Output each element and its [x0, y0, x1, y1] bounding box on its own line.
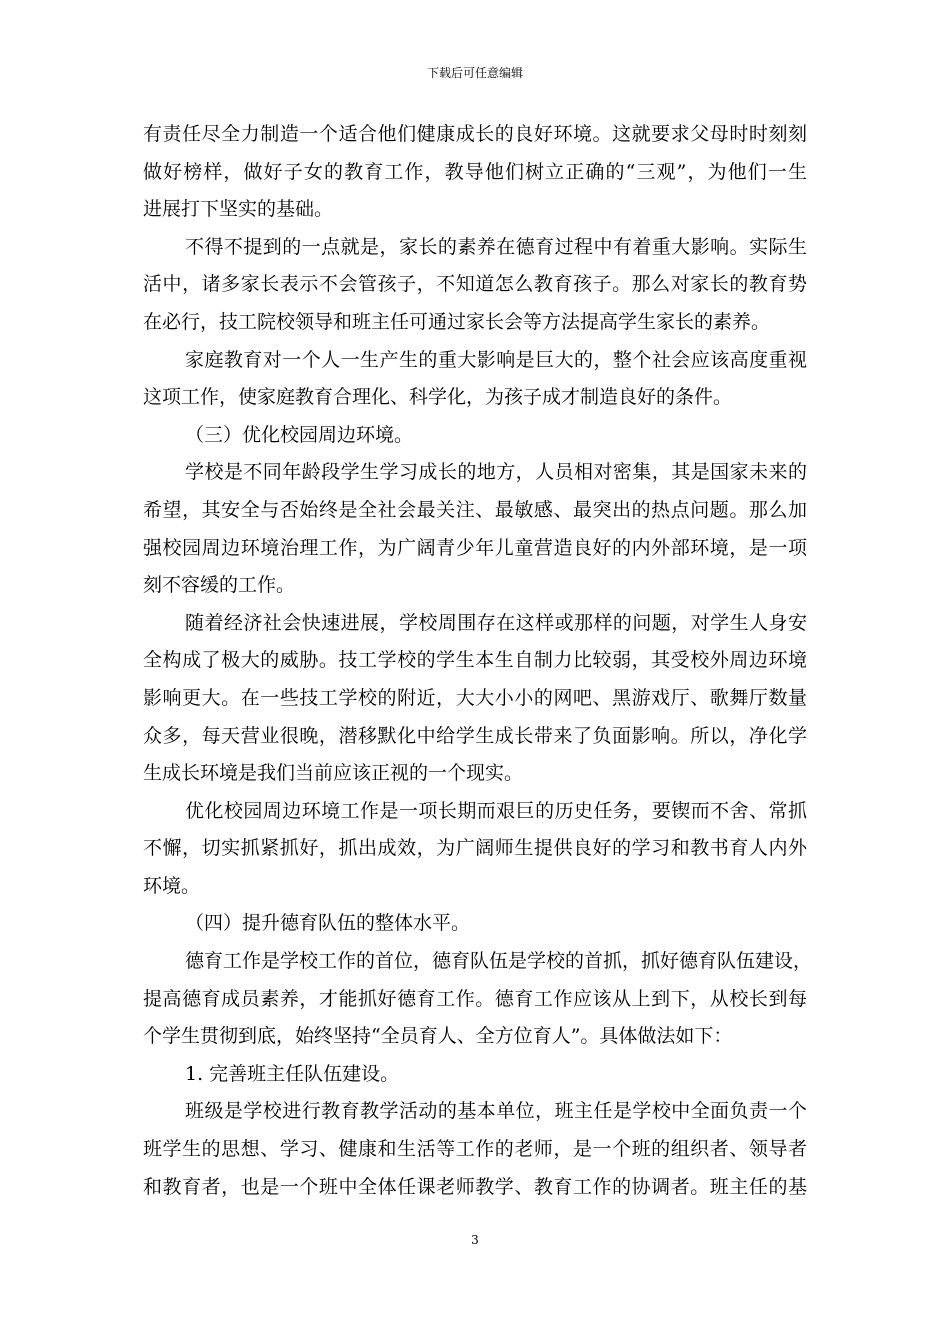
text-line: （三）优化校园周边环境。 — [185, 423, 414, 446]
text-line: 做好榜样，做好子女的教育工作，教导他们树立正确的“三观”，为他们一生 — [143, 160, 807, 183]
text-line: 随着经济社会快速进展，学校周围存在这样或那样的问题，对学生人身安 — [185, 611, 807, 634]
text-line: 有责任尽全力制造一个适合他们健康成长的良好环境。这就要求父母时时刻刻 — [143, 123, 807, 145]
text-line: 家庭教育对一个人一生产生的重大影响是巨大的，整个社会应该高度重视 — [185, 348, 807, 371]
text-line: 学校是不同年龄段学生学习成长的地方，人员相对密集，其是国家未来的 — [185, 461, 807, 484]
text-line: 众多，每天营业很晚，潜移默化中给学生成长带来了负面影响。所以，净化学 — [143, 724, 807, 747]
text-line: 全构成了极大的威胁。技工学校的学生本生自制力比较弱，其受校外周边环境 — [143, 649, 807, 672]
text-line: 生成长环境是我们当前应该正视的一个现实。 — [143, 762, 524, 785]
text-line: 提高德育成员素养，才能抓好德育工作。德育工作应该从上到下，从校长到每 — [143, 987, 807, 1010]
page-header — [0, 66, 950, 80]
text-line: 1. 完善班主任队伍建设。 — [185, 1062, 400, 1085]
text-line: 个学生贯彻到底，始终坚持“全员育人、全方位育人”。具体做法如下： — [143, 1025, 733, 1048]
paragraph — [143, 417, 807, 455]
paragraph — [143, 454, 807, 604]
text-line: 强校园周边环境治理工作，为广阔青少年儿童营造良好的内外部环境，是一项 — [143, 536, 807, 559]
text-line: 希望，其安全与否始终是全社会最关注、最敏感、最突出的热点问题。那么加 — [143, 498, 807, 521]
paragraph — [143, 793, 807, 906]
paragraph — [143, 342, 807, 417]
paragraph — [143, 1056, 807, 1094]
paragraph — [143, 943, 813, 1056]
text-line: 活中，诸多家长表示不会管孩子，不知道怎么教育孩子。那么对家长的教育势 — [143, 273, 807, 296]
text-line: 德育工作是学校工作的首位，德育队伍是学校的首抓，抓好德育队伍建设， — [185, 950, 813, 973]
paragraph — [143, 1093, 807, 1206]
page-footer — [0, 1233, 950, 1247]
text-line: 优化校园周边环境工作是一项长期而艰巨的历史任务，要锲而不舍、常抓 — [185, 799, 807, 822]
text-line: 刻不容缓的工作。 — [143, 574, 296, 597]
text-line: （四）提升德育队伍的整体水平。 — [185, 912, 471, 935]
text-line: 进展打下坚实的基础。 — [143, 198, 334, 221]
text-line: 这项工作，使家庭教育合理化、科学化，为孩子成才制造良好的条件。 — [143, 386, 733, 409]
paragraph — [143, 905, 807, 943]
document-body — [143, 116, 813, 1206]
paragraph — [143, 229, 807, 342]
page-number: 3 — [471, 1233, 479, 1247]
text-line: 不懈，切实抓紧抓好，抓出成效，为广阔师生提供良好的学习和教书育人内外 — [143, 837, 807, 860]
paragraph — [143, 116, 807, 229]
paragraph — [143, 605, 807, 793]
text-line: 不得不提到的一点就是，家长的素养在德育过程中有着重大影响。实际生 — [185, 235, 807, 258]
text-line: 班学生的思想、学习、健康和生活等工作的老师，是一个班的组织者、领导者 — [143, 1138, 807, 1161]
text-line: 影响更大。在一些技工学校的附近，大大小小的网吧、黑游戏厅、歌舞厅数量 — [143, 686, 807, 709]
text-line: 班级是学校进行教育教学活动的基本单位，班主任是学校中全面负责一个 — [185, 1100, 807, 1123]
text-line: 在必行，技工院校领导和班主任可通过家长会等方法提高学生家长的素养。 — [143, 310, 771, 333]
text-line: 环境。 — [143, 874, 201, 897]
text-line: 和教育者，也是一个班中全体任课老师教学、教育工作的协调者。班主任的基 — [143, 1175, 807, 1198]
header-text: 下载后可任意编辑 — [426, 66, 523, 80]
